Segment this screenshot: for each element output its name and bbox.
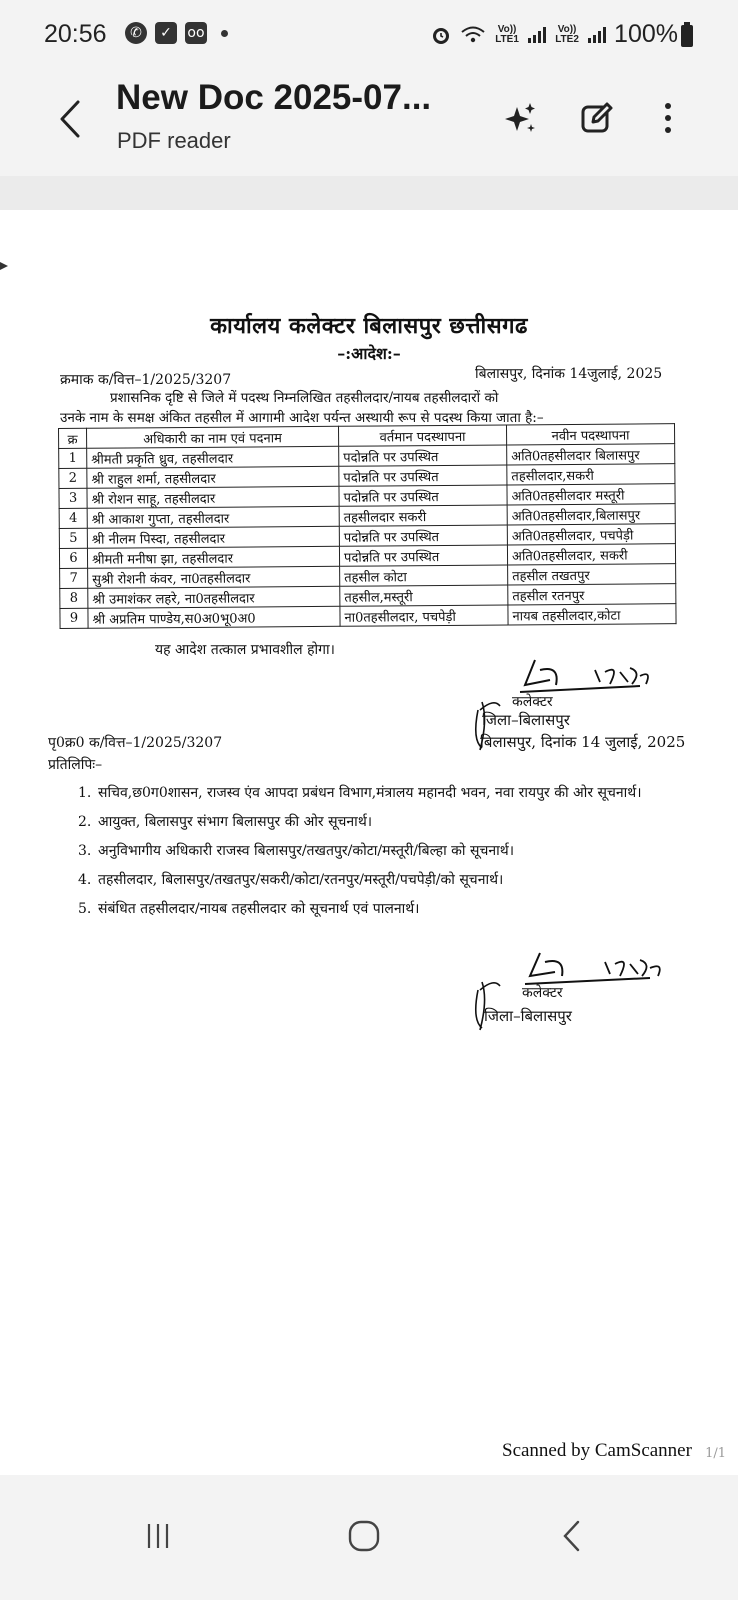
battery-percent: 100% <box>614 20 678 48</box>
cell-officer: श्री उमाशंकर लहरे, ना0तहसीलदार <box>88 586 340 608</box>
office-heading: कार्यालय कलेक्टर बिलासपुर छत्तीसगढ <box>210 313 528 339</box>
sim1-network-label: Vo)) LTE1 <box>495 23 519 45</box>
camscanner-watermark: Scanned by CamScanner <box>502 1440 692 1461</box>
endorsement-number: पृ0क्र0 क/वित्त–1/2025/3207 <box>48 735 223 751</box>
cell-officer: सुश्री रोशनी कंवर, ना0तहसीलदार <box>88 566 340 588</box>
order-text-line2: उनके नाम के समक्ष अंकित तहसील में आगामी आदेश पर्यन्त अस्थायी रूप से पदस्थ किया जाता है:– <box>60 410 544 426</box>
home-button[interactable] <box>334 1511 394 1561</box>
pdf-page[interactable] <box>0 210 738 1475</box>
checkbox-notification-icon: ✓ <box>155 22 177 44</box>
system-navigation-bar <box>0 1475 738 1600</box>
recent-apps-icon <box>143 1521 173 1551</box>
home-icon <box>347 1519 381 1553</box>
list-text: अनुविभागीय अधिकारी राजस्व बिलासपुर/तखतपुर/कोटा/मस्तूरी/बिल्हा को सूचनार्थ। <box>98 843 514 859</box>
wifi-icon <box>460 25 486 45</box>
copy-recipients-list <box>78 782 708 927</box>
battery-icon <box>681 25 693 47</box>
cell-current: पदोन्नति पर उपस्थित <box>339 525 507 546</box>
cell-current: पदोन्नति पर उपस्थित <box>339 485 507 506</box>
effective-immediately-line: यह आदेश तत्काल प्रभावशील होगा। <box>155 642 335 658</box>
signatory-district-2: जिला–बिलासपुर <box>484 1007 572 1025</box>
copy-to-label: प्रतिलिपिः– <box>48 757 103 773</box>
signatory-district-1: जिला–बिलासपुर <box>482 711 570 729</box>
cell-current: पदोन्नति पर उपस्थित <box>339 545 507 566</box>
back-button[interactable] <box>52 92 92 146</box>
cell-new: अति0तहसीलदार बिलासपुर <box>507 444 675 465</box>
posting-table <box>58 423 677 629</box>
more-notifications-dot <box>221 30 228 37</box>
cell-new: अति0तहसीलदार,बिलासपुर <box>507 504 675 525</box>
alarm-icon <box>430 24 452 46</box>
cell-officer: श्री रोशन साहू, तहसीलदार <box>87 486 339 508</box>
list-text: संबंधित तहसीलदार/नायब तहसीलदार को सूचनार्थ एवं पालनार्थ। <box>98 901 420 917</box>
cell-serial: 8 <box>60 588 88 608</box>
sim1-signal-icon <box>528 27 546 43</box>
cell-new: अति0तहसीलदार, पचपेड़ी <box>507 524 675 545</box>
app-subtitle: PDF reader <box>117 128 231 153</box>
list-text: तहसीलदार, बिलासपुर/तखतपुर/सकरी/कोटा/रतनपुर/मस्तूरी/पचपेड़ी/को सूचनार्थ। <box>98 872 504 888</box>
ai-assist-button[interactable] <box>500 98 540 138</box>
signatory-title-1: कलेक्टर <box>512 694 553 710</box>
list-item <box>78 782 708 804</box>
order-number: क्रमाक क/वित्त–1/2025/3207 <box>60 372 232 388</box>
cell-officer: श्री अप्रतिम पाण्डेय,स0अ0भू0अ0 <box>88 606 340 628</box>
header-serial: क्र <box>59 428 87 448</box>
list-item <box>78 840 708 862</box>
notification-icons <box>125 22 228 44</box>
header-officer-name: अधिकारी का नाम एवं पदनाम <box>87 426 339 448</box>
signature-date-1: बिलासपुर, दिनांक 14 जुलाई, 2025 <box>480 733 686 751</box>
sparkle-icon <box>501 99 539 137</box>
list-number: 4. <box>78 872 92 888</box>
list-number: 3. <box>78 843 92 859</box>
cell-new: अति0तहसीलदार मस्तूरी <box>507 484 675 505</box>
cell-serial: 2 <box>59 468 87 488</box>
cell-officer: श्री राहुल शर्मा, तहसीलदार <box>87 466 339 488</box>
cell-current: पदोन्नति पर उपस्थित <box>339 465 507 486</box>
collector-signature-2 <box>470 948 690 1058</box>
cell-serial: 4 <box>59 508 87 528</box>
cell-new: तहसीलदार,सकरी <box>507 464 675 485</box>
back-arrow-icon <box>52 92 92 146</box>
order-subheading: –:आदेश:– <box>337 344 401 363</box>
header-current-posting: वर्तमान पदस्थापना <box>338 425 506 446</box>
nav-back-button[interactable] <box>542 1511 602 1561</box>
more-options-button[interactable] <box>648 98 688 138</box>
list-number: 1. <box>78 785 92 801</box>
list-text: आयुक्त, बिलासपुर संभाग बिलासपुर की ओर सूचनार्थ। <box>98 814 373 830</box>
system-indicators <box>430 20 678 49</box>
header-new-posting: नवीन पदस्थापना <box>506 424 674 445</box>
list-item <box>78 811 708 833</box>
list-item <box>78 898 708 920</box>
cell-serial: 7 <box>60 568 88 588</box>
cell-new: तहसील तखतपुर <box>508 564 676 585</box>
nav-back-icon <box>560 1519 584 1553</box>
toolbar-divider <box>0 176 738 210</box>
app-bar <box>0 72 738 174</box>
cell-serial: 3 <box>59 488 87 508</box>
edit-icon <box>579 100 615 136</box>
cell-current: तहसीलदार सकरी <box>339 505 507 526</box>
cell-officer: श्रीमती प्रकृति ध्रुव, तहसीलदार <box>87 446 339 468</box>
list-number: 5. <box>78 901 92 917</box>
cell-officer: श्री नीलम पिस्दा, तहसीलदार <box>87 526 339 548</box>
cell-serial: 9 <box>60 608 88 628</box>
document-title: New Doc 2025-07... <box>116 78 432 117</box>
whatsapp-icon: ✆ <box>125 22 147 44</box>
cell-current: तहसील कोटा <box>340 565 508 586</box>
sim2-network-label: Vo)) LTE2 <box>555 23 579 45</box>
list-number: 2. <box>78 814 92 830</box>
cell-current: ना0तहसीलदार, पचपेड़ी <box>340 605 508 626</box>
order-date: बिलासपुर, दिनांक 14जुलाई, 2025 <box>475 366 663 382</box>
list-text: सचिव,छ0ग0शासन, राजस्व एंव आपदा प्रबंधन विभाग,मंत्रालय महानदी भवन, नवा रायपुर की ओर सूचनार्थ। <box>98 785 642 801</box>
cell-serial: 1 <box>59 448 87 468</box>
cell-new: अति0तहसीलदार, सकरी <box>507 544 675 565</box>
sim2-signal-icon <box>588 27 606 43</box>
cell-officer: श्री आकाश गुप्ता, तहसीलदार <box>87 506 339 528</box>
edit-button[interactable] <box>577 98 617 138</box>
more-vertical-icon <box>663 100 673 136</box>
cell-serial: 5 <box>59 528 87 548</box>
cell-officer: श्रीमती मनीषा झा, तहसीलदार <box>87 546 339 568</box>
status-time: 20:56 <box>44 20 107 48</box>
cell-current: पदोन्नति पर उपस्थित <box>339 445 507 466</box>
order-text-line1: प्रशासनिक दृष्टि से जिले में पदस्थ निम्नलिखित तहसीलदार/नायब तहसीलदारों को <box>110 390 499 406</box>
cell-new: नायब तहसीलदार,कोटा <box>508 604 676 625</box>
voicemail-icon: oo <box>185 22 207 44</box>
cell-serial: 6 <box>59 548 87 568</box>
cell-new: तहसील रतनपुर <box>508 584 676 605</box>
cell-current: तहसील,मस्तूरी <box>340 585 508 606</box>
page-indicator: 1/1 <box>705 1446 726 1461</box>
scan-edge-mark <box>0 262 8 270</box>
status-bar <box>0 0 738 72</box>
recent-apps-button[interactable] <box>128 1511 188 1561</box>
list-item <box>78 869 708 891</box>
signatory-title-2: कलेक्टर <box>522 985 563 1001</box>
table-row <box>60 604 676 629</box>
